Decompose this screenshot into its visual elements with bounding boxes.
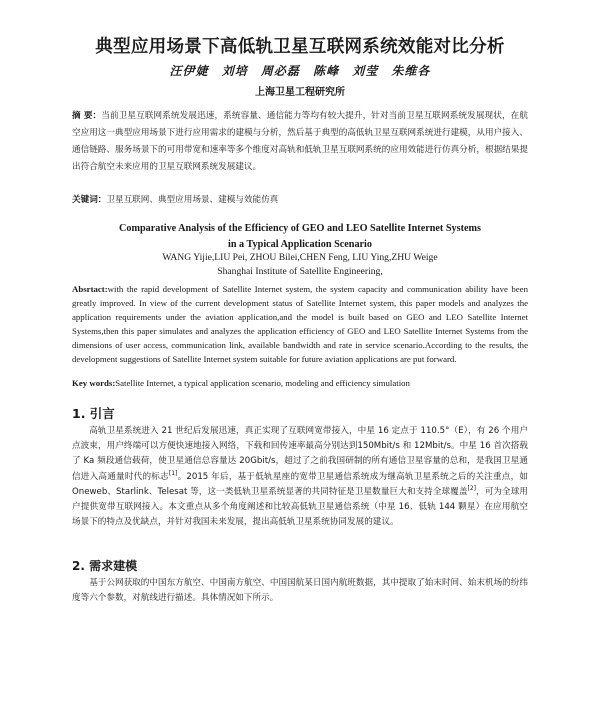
- english-keywords-text: Satellite Internet, a typical application scenario, modeling and efficiency simulation: [115, 378, 410, 388]
- requirements-paragraph: 基于公网获取的中国东方航空、中国南方航空、中国国航某日国内航班数据，其中提取了始末时间、始末机场的纷纬度等六个参数，对航线进行描述。具体情况如下所示。: [72, 578, 528, 604]
- chinese-keywords-label: 关键词：: [72, 195, 107, 205]
- introduction-paragraph: [72, 424, 528, 530]
- paper-title: 典型应用场景下高低轨卫星互联网系统效能对比分析: [95, 37, 505, 57]
- intro-text-part3: ，可为全球用户提供宽带互联网接入。本文重点从多个角度阐述和比较高低轨卫星通信系统（中星 16、低轨 144 颗星）在应用航空场景下的特点及优缺点，并针对我国未来发展，提出高低轨卫星系统协同发展的建议。: [72, 486, 528, 528]
- english-keywords-label: Key words:: [72, 378, 116, 388]
- english-abstract-text: with the rapid development of Satellite Internet system, the system capacity and communication ability have been greatly improved. In view of the current development status of Satellite Internet system, this paper models and analyzes the application requirements under the aviation application,and the model is built based on GEO and LEO Satellite Internet Systems,then this paper simulates and analyzes the application efficiency of GEO and LEO Satellite Internet Systems from the dimensions of user access, communication link, available bandwidth and rate in service scenario.According to the results, the development suggestions of Satellite Internet system suitable for future aviation applications are put forward.: [72, 284, 528, 364]
- english-affiliation: Shanghai Institute of Satellite Engineering,: [217, 266, 383, 277]
- author-list: 汪伊婕 刘培 周必磊 陈峰 刘莹 朱维各: [169, 64, 431, 78]
- english-abstract: [72, 282, 528, 366]
- affiliation: 上海卫星工程研究所: [255, 87, 345, 98]
- citation-2: [2]: [467, 484, 476, 492]
- english-title: [70, 221, 530, 253]
- chinese-abstract-text: 当前卫星互联网系统发展迅速，系统容量、通信能力等均有较大提升，针对当前卫星互联网系统发展现状，在航空应用这一典型应用场景下进行应用需求的建模与分析，然后基于典型的高低轨卫星互联网系统进行建模，从用户接入、通信链路、服务场景下的可用带宽和速率等多个维度对高轨和低轨卫星互联网系统的应用效能进行仿真分析，根据结果提出符合航空未来应用的卫星互联网系统发展建议。: [72, 111, 528, 172]
- chinese-abstract-label: 摘 要：: [72, 111, 102, 121]
- chinese-keywords: [72, 193, 528, 205]
- section-heading-requirements: 2. 需求建模: [72, 559, 138, 573]
- citation-1: [1]: [168, 469, 178, 477]
- chinese-keywords-text: 卫星互联网、典型应用场景、建模与效能仿真: [106, 195, 279, 205]
- intro-text-part2: 。2015 年后，基于低轨星座的宽带卫星通信系统成为继高轨卫星系统之后的关注重点，如 Oneweb、Starlink、Telesat 等，这一类低轨卫星系统显著的共同特征是卫星数量巨大和支持全球覆盖: [72, 471, 528, 497]
- english-abstract-label: Absrtact:: [72, 284, 108, 294]
- english-keywords: [72, 378, 528, 388]
- english-title-line1: Comparative Analysis of the Efficiency of GEO and LEO Satellite Internet Systems: [119, 223, 481, 234]
- section-heading-introduction: 1. 引言: [72, 406, 115, 421]
- intro-text-part1: 高轨卫星系统进入 21 世纪后发展迅速，真正实现了互联网宽带接入，中星 16 定点于 110.5°（E），有 26 个用户点波束，用户终端可以方便快速地接入网络，下载和回传速率最高分别达到150Mbit/s 和 12Mbit/s。中星 16 首次搭载了 Ka 频段通信载荷，使卫星通信总容量达 20Gbit/s，超过了之前我国研制的所有通信卫星容量的总和，是我国卫星通信进入高通量时代的标志: [72, 426, 528, 482]
- chinese-abstract: [72, 108, 528, 176]
- english-title-line2: in a Typical Application Scenario: [228, 239, 372, 250]
- english-authors: WANG Yijie,LIU Pei, ZHOU Bilei,CHEN Feng, LIU Ying,ZHU Weige: [162, 252, 438, 263]
